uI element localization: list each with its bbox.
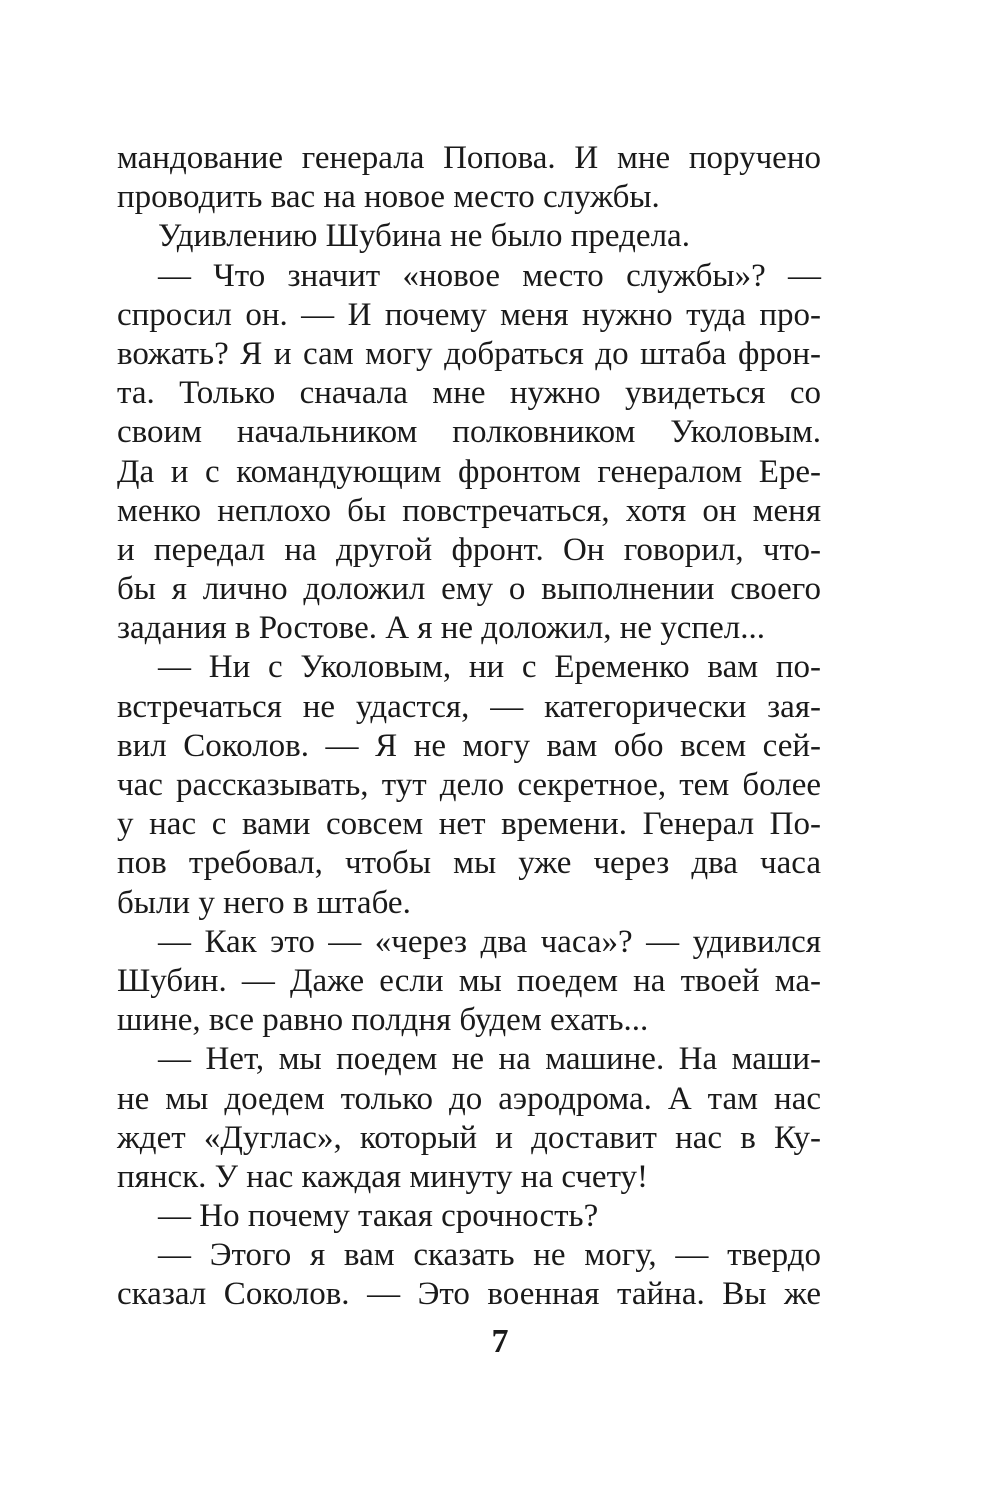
page-number: 7 <box>491 1323 509 1360</box>
text-line: своим начальником полковником Уколовым. <box>117 414 821 451</box>
text-line: пов требовал, чтобы мы уже через два часа <box>117 845 821 882</box>
text-line: — Что значит «новое место службы»? — <box>158 257 821 294</box>
text-line: — Этого я вам сказать не могу, — твердо <box>158 1237 821 1274</box>
text-line: спросил он. — И почему меня нужно туда про- <box>117 296 821 333</box>
text-line: Шубин. — Даже если мы поедем на твоей ма- <box>117 962 821 999</box>
text-line: задания в Ростове. А я не доложил, не успел... <box>117 610 765 647</box>
text-line: не мы доедем только до аэродрома. А там нас <box>117 1080 821 1117</box>
text-line: у нас с вами совсем нет времени. Генерал По- <box>117 806 821 843</box>
text-line: ждет «Дуглас», который и доставит нас в Ку- <box>117 1119 821 1156</box>
text-line: та. Только сначала мне нужно увидеться со <box>117 375 821 412</box>
text-line: менко неплохо бы повстречаться, хотя он меня <box>117 492 821 529</box>
text-line: Да и с командующим фронтом генералом Ере- <box>117 453 821 490</box>
text-line: — Как это — «через два часа»? — удивился <box>158 923 821 960</box>
text-line: шине, все равно полдня будем ехать... <box>117 1002 649 1039</box>
text-line: — Нет, мы поедем не на машине. На маши- <box>158 1041 821 1078</box>
text-line: час рассказывать, тут дело секретное, тем более <box>117 767 821 803</box>
text-line: встречаться не удастся, — категорически зая- <box>117 688 821 725</box>
text-line: были у него в штабе. <box>117 884 411 921</box>
text-line: проводить вас на новое место службы. <box>117 179 660 216</box>
text-line: пянск. У нас каждая минуту на счету! <box>117 1158 649 1195</box>
text-line: сказал Соколов. — Это военная тайна. Вы же <box>117 1276 821 1313</box>
text-line: — Но почему такая срочность? <box>158 1198 599 1235</box>
text-line: мандование генерала Попова. И мне поручено <box>117 140 821 176</box>
page-body-text <box>117 139 821 1315</box>
text-line: — Ни с Уколовым, ни с Еременко вам по- <box>158 649 821 686</box>
text-line: вил Соколов. — Я не могу вам обо всем сей- <box>117 727 821 764</box>
text-line: вожать? Я и сам могу добраться до штаба фрон- <box>117 335 821 372</box>
text-line: Удивлению Шубина не было предела. <box>158 218 690 255</box>
text-line: бы я лично доложил ему о выполнении своего <box>117 571 821 608</box>
text-line: и передал на другой фронт. Он говорил, что- <box>117 531 821 568</box>
